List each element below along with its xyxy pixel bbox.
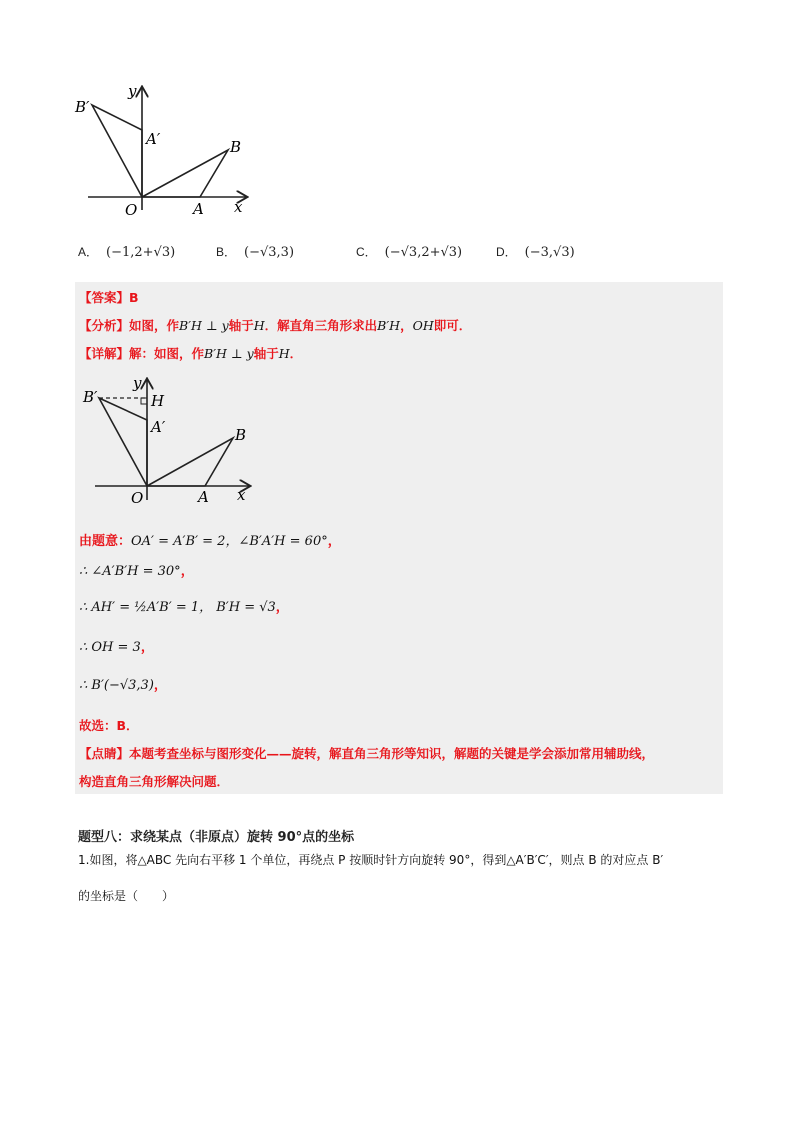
analysis-mid2: ．解直角三角形求出	[264, 318, 378, 333]
coordinate-figure-2	[81, 374, 261, 512]
label-O: O	[125, 201, 138, 219]
detail-prefix: 【详解】解：如图，作	[79, 346, 205, 361]
label-B: B	[235, 426, 247, 444]
choice-d-value: (−3,√3)	[524, 245, 575, 260]
label-y: y	[128, 82, 137, 100]
section-title: 题型八：求绕某点（非原点）旋转 90°点的坐标	[78, 830, 355, 845]
step-1-end: ，	[327, 534, 341, 549]
step-1-math: OA′ = A′B′ = 2，∠B′A′H = 60°	[131, 534, 328, 549]
analysis-h: H	[253, 318, 265, 333]
label-x: x	[234, 198, 243, 216]
step-5-math: ∴ B′(−√3,3)	[79, 678, 154, 693]
choice-a[interactable]	[78, 243, 175, 260]
answer-choices	[78, 243, 718, 267]
choice-c-label: C．	[356, 245, 377, 259]
comment-line-2: 构造直角三角形解决问题．	[79, 774, 230, 789]
step-2-end: ，	[180, 564, 194, 579]
label-B-prime: B′	[75, 98, 90, 116]
analysis-math: B′H ⊥ y	[179, 318, 229, 333]
detail-math: B′H ⊥ y	[204, 346, 254, 361]
label-H: H	[151, 392, 165, 410]
analysis-math3: OH	[412, 318, 434, 333]
detail-end: ．	[289, 346, 303, 361]
detail-mid: 轴于	[253, 346, 279, 361]
step-3	[79, 596, 289, 615]
choice-a-label: A．	[78, 245, 99, 259]
analysis-line	[79, 316, 471, 334]
label-A-prime: A′	[146, 130, 161, 148]
label-y: y	[133, 374, 142, 392]
choice-c-value: (−√3,2+√3)	[384, 245, 463, 260]
choose-line: 故选：B．	[79, 718, 139, 733]
right-angle-mark	[141, 398, 147, 404]
choice-b-label: B．	[216, 245, 237, 259]
detail-line	[79, 344, 302, 362]
answer-explanation-box	[75, 282, 723, 794]
step-4-end: ，	[140, 640, 154, 655]
step-1	[79, 530, 341, 549]
label-B: B	[230, 138, 242, 156]
triangle-OAB	[147, 438, 233, 486]
analysis-mid: 轴于	[228, 318, 254, 333]
problem-line-1: 1.如图，将△ABC 先向右平移 1 个单位，再绕点 P 按顺时针方向旋转 90°，得到△A′B′C′，则点 B 的对应点 B′	[78, 853, 664, 867]
label-x: x	[237, 486, 246, 504]
step-2	[79, 560, 194, 579]
problem-text	[78, 850, 728, 906]
label-A: A	[198, 488, 209, 506]
choice-b-value: (−√3,3)	[244, 245, 295, 260]
comment-line-1: 【点睛】本题考查坐标与图形变化——旋转，解直角三角形等知识，解题的关键是学会添加常用辅助线，	[79, 746, 655, 761]
label-B-prime: B′	[83, 388, 98, 406]
choice-d-label: D．	[496, 245, 517, 259]
problem-line-2: 的坐标是（ ）	[78, 889, 175, 903]
triangle-OAB	[142, 150, 228, 197]
analysis-suffix: 即可．	[433, 318, 472, 333]
label-A: A	[193, 200, 204, 218]
step-4	[79, 636, 154, 655]
label-A-prime: A′	[151, 418, 166, 436]
choice-a-value: (−1,2+√3)	[106, 245, 176, 260]
step-4-math: ∴ OH = 3	[79, 640, 141, 655]
triangle-OA'B'	[99, 398, 147, 486]
analysis-prefix: 【分析】如图，作	[79, 318, 180, 333]
step-5-end: ，	[153, 678, 167, 693]
detail-h: H	[278, 346, 290, 361]
step-1-prefix: 由题意：	[79, 534, 132, 549]
choice-d[interactable]	[496, 243, 575, 260]
step-3-math: ∴ AH′ = ½A′B′ = 1， B′H = √3	[79, 600, 276, 615]
label-O: O	[131, 489, 144, 507]
choice-c[interactable]	[356, 243, 462, 260]
step-2-math: ∴ ∠A′B′H = 30°	[79, 564, 181, 579]
coordinate-figure-1	[70, 80, 260, 220]
choice-b[interactable]	[216, 243, 294, 260]
answer-line: 【答案】B	[79, 290, 139, 305]
triangle-OA'B'	[92, 105, 142, 197]
step-5	[79, 674, 167, 693]
analysis-sep: ，	[400, 318, 413, 333]
analysis-math2: B′H	[377, 318, 401, 333]
step-3-end: ，	[275, 600, 289, 615]
